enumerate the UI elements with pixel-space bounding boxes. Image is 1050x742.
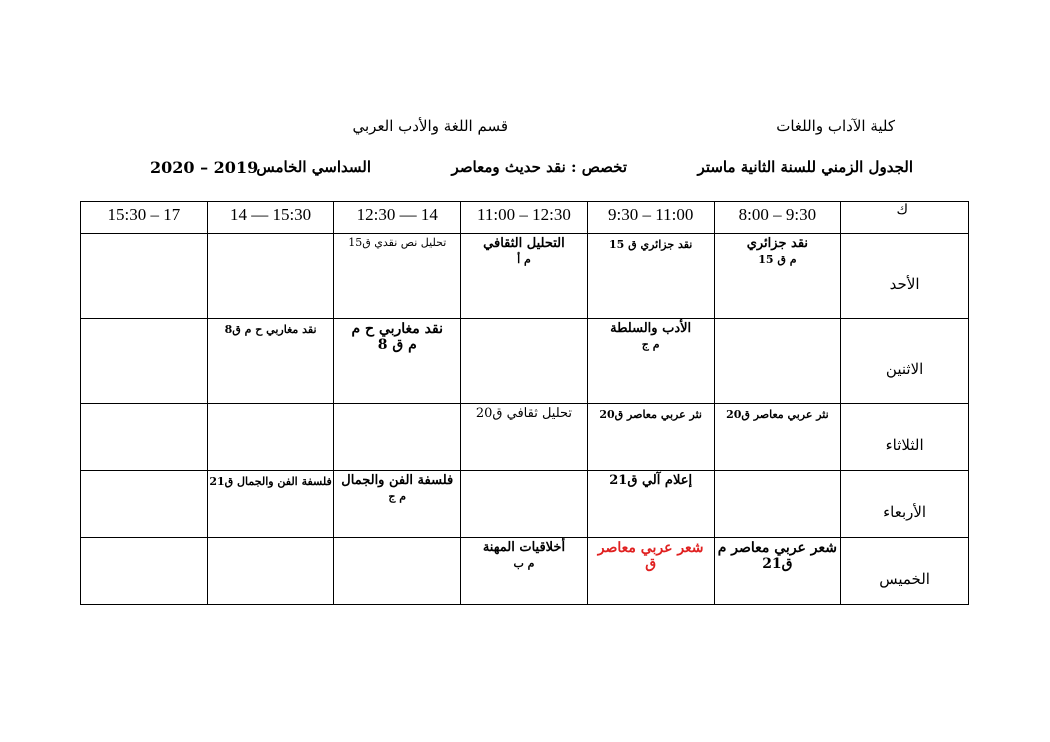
table-cell: نثر عربي معاصر ق20 [587, 404, 714, 471]
table-row [81, 471, 969, 538]
schedule-title: الجدول الزمني للسنة الثانية ماستر [697, 158, 913, 176]
table-cell [81, 538, 208, 605]
timetable-header-row [81, 202, 969, 234]
academic-year: 2020 – 2019 [150, 158, 259, 177]
table-cell: فلسفة الفن والجمال م ج [334, 471, 461, 538]
department-name: قسم اللغة والأدب العربي [352, 117, 508, 135]
day-label: الثلاثاء [841, 404, 969, 471]
table-cell: نقد مغاربي ح م ق8 [207, 319, 334, 404]
day-label: الخميس [841, 538, 969, 605]
table-row [81, 404, 969, 471]
table-cell: الأدب والسلطة م ج [587, 319, 714, 404]
table-cell: التحليل الثقافي م أ [461, 234, 588, 319]
table-row [81, 319, 969, 404]
time-slot-header: 15:30 – 17 [81, 202, 208, 234]
table-cell: فلسفة الفن والجمال ق21 [207, 471, 334, 538]
table-cell [207, 404, 334, 471]
table-cell [207, 538, 334, 605]
timetable [80, 201, 969, 605]
table-cell [81, 404, 208, 471]
table-cell [81, 234, 208, 319]
table-cell [334, 538, 461, 605]
semester: السداسي الخامس [256, 158, 371, 176]
table-cell: شعر عربي معاصر م ق21 [714, 538, 841, 605]
table-cell [334, 404, 461, 471]
table-cell: نقد جزائري م ق 15 [714, 234, 841, 319]
time-slot-header: 11:00 – 12:30 [461, 202, 588, 234]
table-cell: نثر عربي معاصر ق20 [714, 404, 841, 471]
table-cell [714, 471, 841, 538]
table-cell [207, 234, 334, 319]
table-cell: تحليل ثقافي ق20 [461, 404, 588, 471]
time-slot-header: 12:30 — 14 [334, 202, 461, 234]
table-row [81, 234, 969, 319]
time-slot-header: 9:30 – 11:00 [587, 202, 714, 234]
schedule-title-line [140, 158, 913, 184]
table-cell [461, 471, 588, 538]
time-slot-header: 14 — 15:30 [207, 202, 334, 234]
table-cell [461, 319, 588, 404]
table-row [81, 538, 969, 605]
table-cell [81, 319, 208, 404]
table-cell: إعلام آلي ق21 [587, 471, 714, 538]
day-label: الاثنين [841, 319, 969, 404]
day-label: الأربعاء [841, 471, 969, 538]
table-cell: شعر عربي معاصر ق [587, 538, 714, 605]
table-cell: تحليل نص نقدي ق15 [334, 234, 461, 319]
table-cell [81, 471, 208, 538]
table-cell: نقد جزائري ق 15 [587, 234, 714, 319]
table-cell: أخلاقيات المهنة م ب [461, 538, 588, 605]
college-name: كلية الآداب واللغات [776, 117, 895, 135]
time-slot-header: 8:00 – 9:30 [714, 202, 841, 234]
corner-header: ك [841, 202, 969, 234]
day-label: الأحد [841, 234, 969, 319]
table-cell [714, 319, 841, 404]
specialization: تخصص : نقد حديث ومعاصر [451, 158, 627, 176]
table-cell: نقد مغاربي ح م م ق 8 [334, 319, 461, 404]
